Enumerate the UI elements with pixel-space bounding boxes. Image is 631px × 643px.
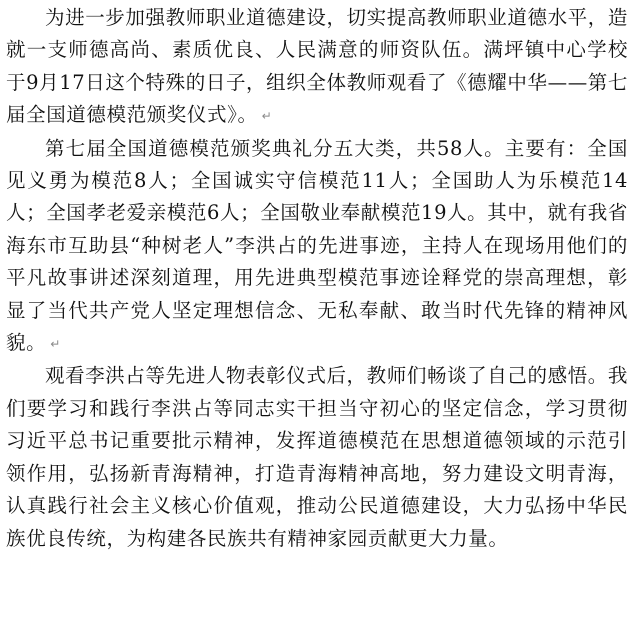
paragraph-2-text: 第七届全国道德模范颁奖典礼分五大类，共58人。主要有：全国见义勇为模范8人；全国诚实守信模范11人；全国助人为乐模范14人；全国孝老爱亲模范6人；全国敬业奉献模范19人。其中，就有我省海东市互助县“种树老人”李洪占的先进事迹，主持人在现场用他们的平凡故事讲述深刻道理，用先进典型模范事迹诠释党的崇高理想，彰显了当代共产党人坚定理想信念、无私奉献、敢当时代先锋的精神风貌。 — [6, 136, 628, 355]
paragraph-mark-icon: ↵ — [261, 109, 272, 124]
paragraph-mark-icon: ↵ — [50, 337, 61, 352]
paragraph-2 — [6, 133, 628, 361]
paragraph-3-text: 观看李洪占等先进人物表彰仪式后，教师们畅谈了自己的感悟。我们要学习和践行李洪占等同志实干担当守初心的坚定信念，学习贯彻习近平总书记重要批示精神，发挥道德模范在思想道德领域的示范引领作用，弘扬新青海精神，打造青海精神高地，努力建设文明青海，认真践行社会主义核心价值观，推动公民道德建设，大力弘扬中华民族优良传统，为构建各民族共有精神家园贡献更大力量。 — [6, 364, 628, 550]
paragraph-3 — [6, 360, 628, 554]
paragraph-1-text: 为进一步加强教师职业道德建设，切实提高教师职业道德水平，造就一支师德高尚、素质优良、人民满意的师资队伍。满坪镇中心学校于9月17日这个特殊的日子，组织全体教师观看了《德耀中华——第七届全国道德模范颁奖仪式》。 — [6, 6, 628, 127]
paragraph-1 — [6, 2, 628, 133]
document-body — [6, 2, 628, 555]
